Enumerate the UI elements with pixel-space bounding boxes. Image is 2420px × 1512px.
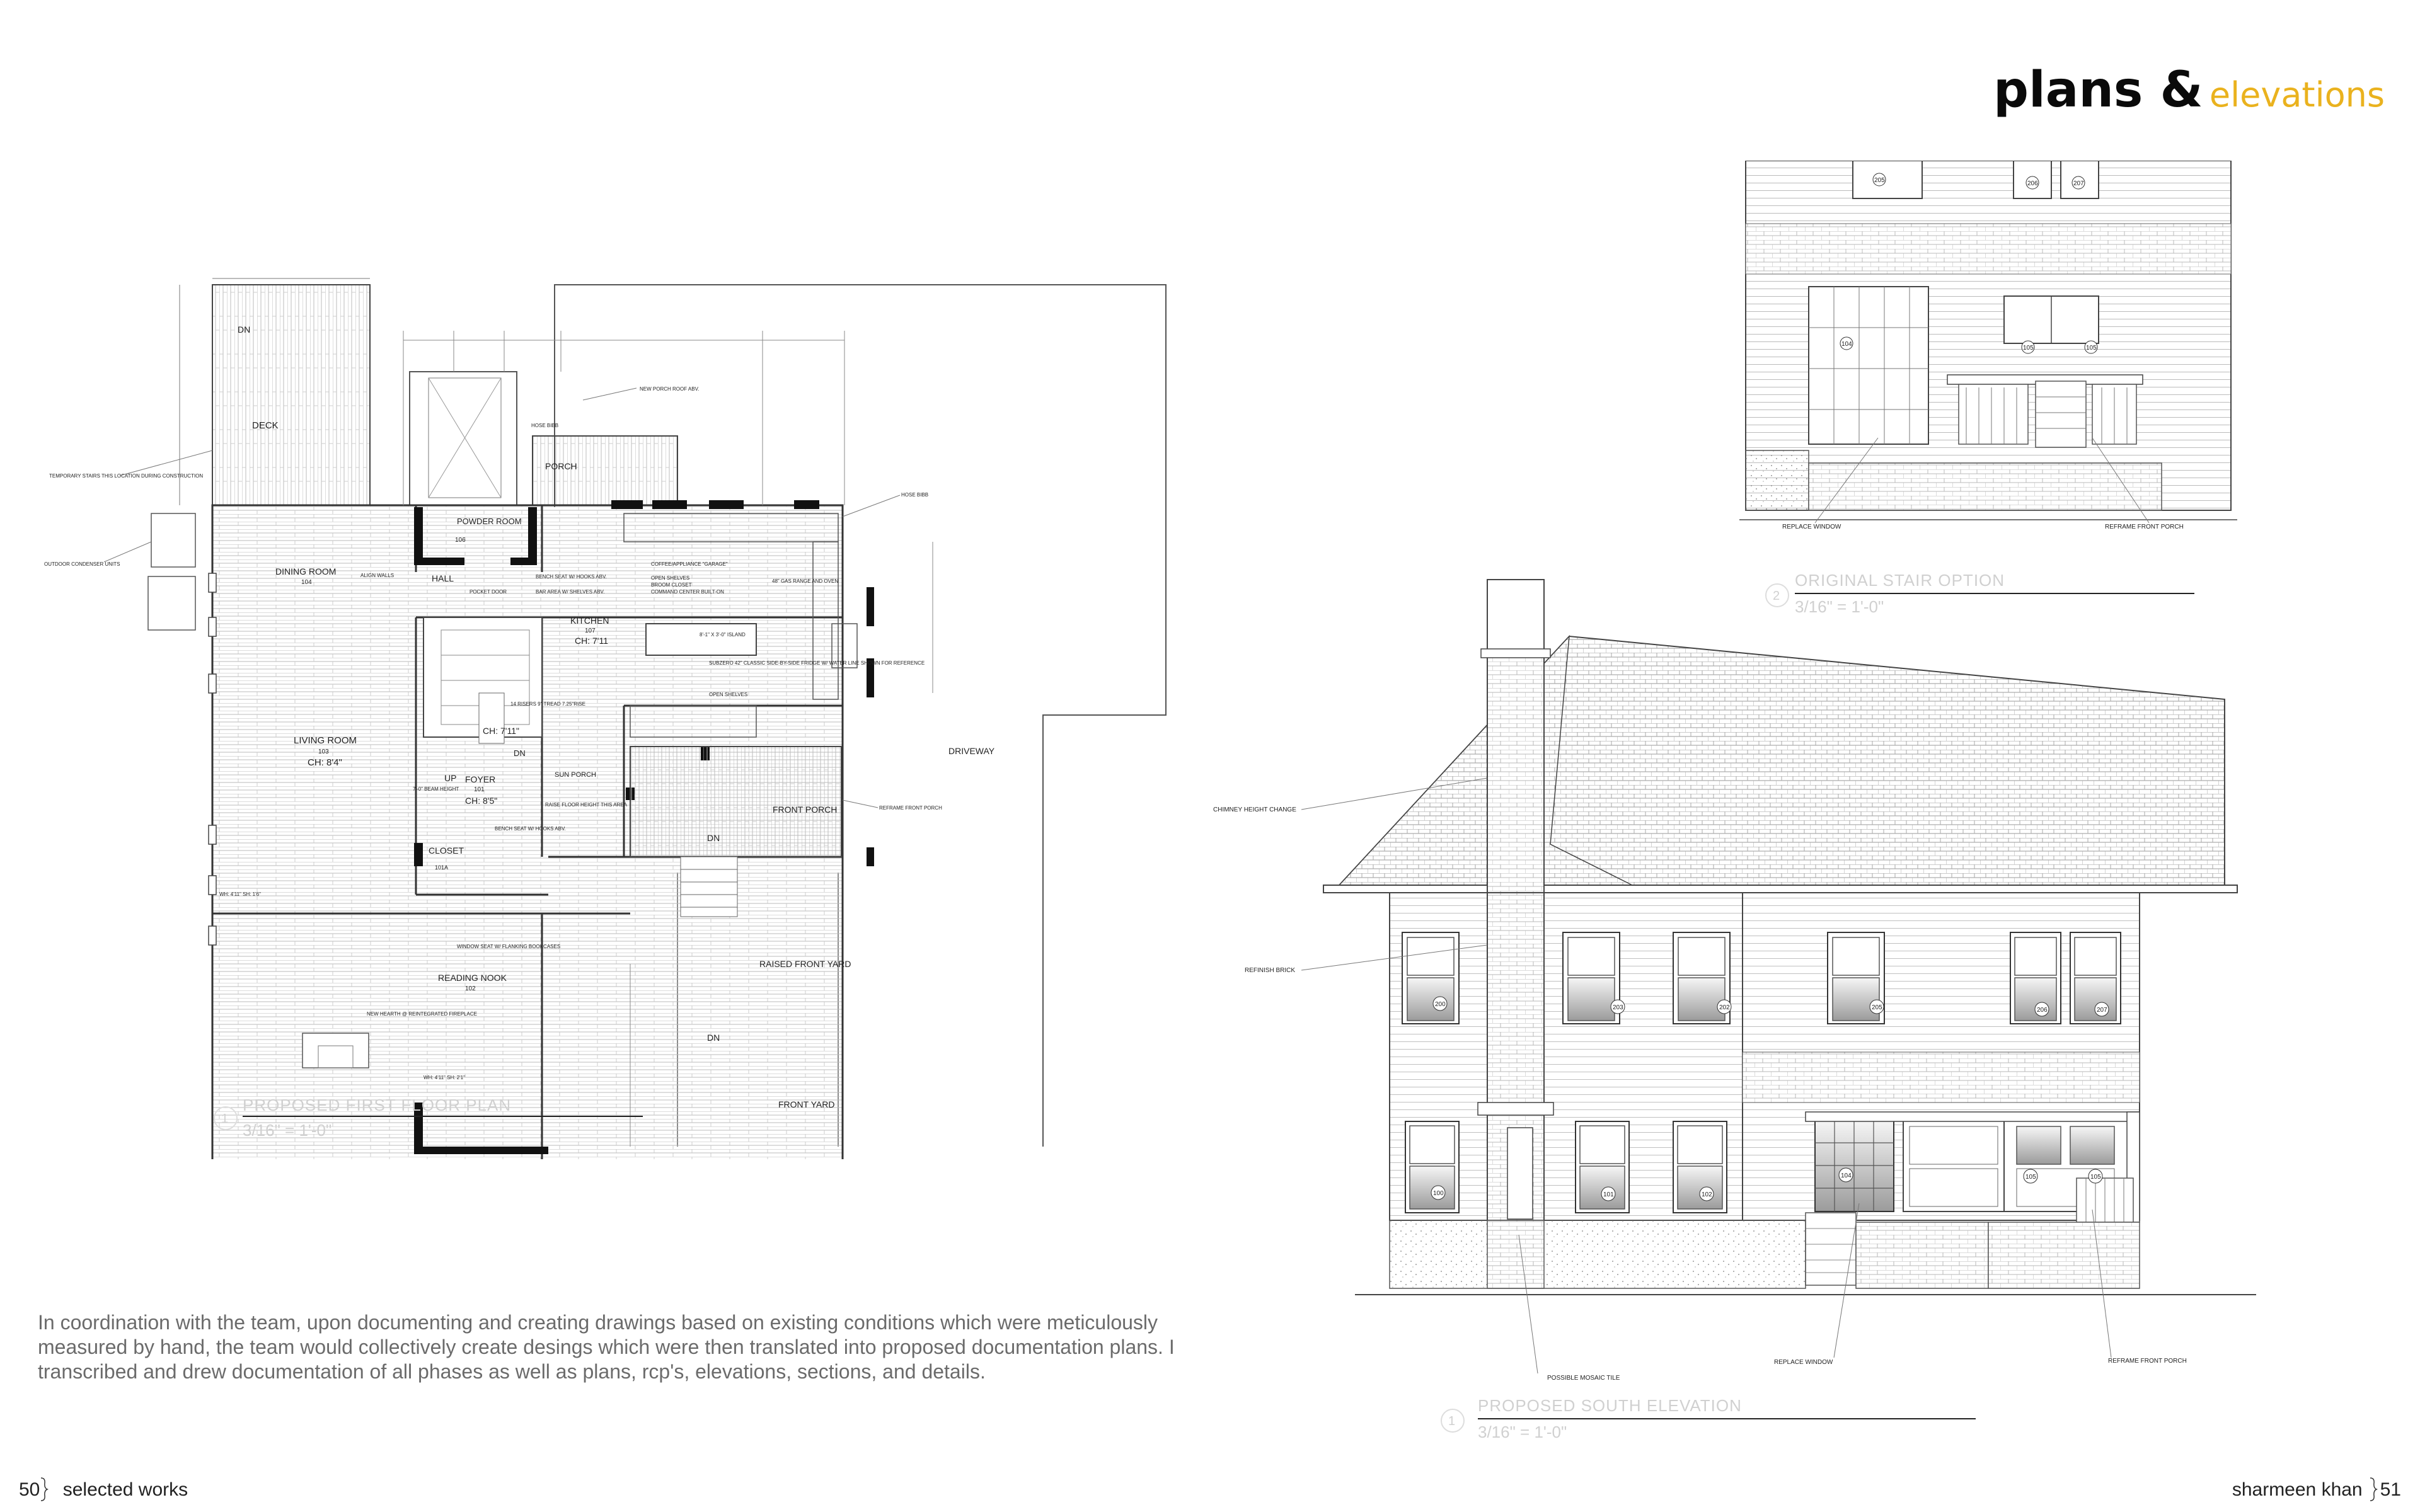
page-title	[1993, 62, 2385, 118]
sun-porch-label: SUN PORCH	[555, 771, 597, 779]
left-page-number: 50	[19, 1479, 40, 1500]
note-open-shelves-1: OPEN SHELVES	[651, 575, 690, 581]
floor-plan-drawing	[0, 265, 1197, 1159]
front-porch-label: FRONT PORCH	[773, 805, 838, 815]
reading-nook-label: READING NOOK	[438, 973, 507, 983]
closet-label: CLOSET	[429, 845, 464, 856]
foyer-ceiling-height: CH: 8'5"	[465, 796, 498, 806]
living-room-ceiling-height: CH: 8'4"	[308, 757, 342, 768]
up-label: UP	[444, 773, 457, 783]
elev-window-tag-104: 104	[1841, 1172, 1852, 1179]
porch-label: PORCH	[545, 461, 577, 471]
driveway-label: DRIVEWAY	[948, 746, 995, 756]
note-bench-seat-2: BENCH SEAT W/ HOOKS ABV.	[495, 826, 566, 832]
note-align-walls: ALIGN WALLS	[360, 573, 395, 578]
note-bar-area: BAR AREA W/ SHELVES ABV.	[536, 589, 605, 595]
stair-window-tag-207: 207	[2073, 180, 2084, 187]
reading-nook-number: 102	[465, 985, 476, 992]
stair-window-tag-205: 205	[1874, 177, 1885, 184]
footer-left	[19, 1477, 188, 1502]
front-yard-label: FRONT YARD	[778, 1099, 835, 1109]
brace-icon	[2369, 1477, 2378, 1502]
elev-window-tag-203: 203	[1613, 1004, 1623, 1011]
note-pocket-door: POCKET DOOR	[470, 589, 507, 595]
elev-window-tag-206: 206	[2037, 1007, 2048, 1014]
note-new-porch-roof: NEW PORCH ROOF ABV.	[640, 386, 700, 392]
kitchen-ceiling-height: CH: 7'11	[575, 636, 608, 646]
title-strong: plans &	[1993, 62, 2203, 118]
stair-window-tag-105b: 105	[2086, 345, 2097, 352]
footer-right	[2232, 1477, 2401, 1502]
elev-window-tag-105b: 105	[2090, 1174, 2101, 1181]
south-elevation-drawing	[1197, 573, 2269, 1455]
stair-option-scale: 3/16" = 1'-0"	[1795, 597, 1884, 616]
powder-room-label: POWDER ROOM	[457, 517, 522, 526]
title-light: elevations	[2209, 75, 2385, 115]
stair-dn-label: DN	[514, 748, 526, 758]
living-room-label: LIVING ROOM	[294, 735, 357, 746]
deck-label: DECK	[252, 420, 279, 431]
powder-room-number: 106	[455, 537, 466, 544]
project-description: In coordination with the team, upon documenting and creating drawings based on existing conditions which were meticulously measured by hand, the team would collectively create desings which were then translated into proposed documentation plans. I transcribed and drew documentation of all phases as well as plans, rcp's, elevations, sections, and details.	[38, 1311, 1175, 1383]
elev-window-tag-105a: 105	[2025, 1174, 2036, 1181]
note-bench-seat-1: BENCH SEAT W/ HOOKS ABV.	[536, 574, 607, 580]
south-elevation-title: PROPOSED SOUTH ELEVATION	[1478, 1396, 1742, 1415]
note-window-seat: WINDOW SEAT W/ FLANKING BOOKCASES	[457, 944, 561, 949]
note-broom-closet: BROOM CLOSET	[651, 582, 692, 588]
note-wh-1: WH: 4'11" SH: 1'6"	[219, 891, 261, 897]
elev-window-tag-101: 101	[1603, 1191, 1614, 1198]
note-outdoor-condenser: OUTDOOR CONDENSER UNITS	[44, 561, 120, 567]
floor-plan-title: PROPOSED FIRST FLOOR PLAN	[243, 1096, 512, 1114]
note-reframe-front-porch: REFRAME FRONT PORCH	[879, 805, 942, 811]
note-wh-2: WH: 4'11" SH: 2'1"	[424, 1075, 465, 1080]
foyer-label: FOYER	[465, 774, 496, 784]
elev-note-replace-window: REPLACE WINDOW	[1774, 1359, 1833, 1366]
yard-dn-label: DN	[707, 1033, 720, 1043]
stair-note-reframe-porch: REFRAME FRONT PORCH	[2105, 524, 2184, 530]
stair-window-tag-206: 206	[2027, 180, 2038, 187]
south-elevation-scale: 3/16" = 1'-0"	[1478, 1423, 1567, 1441]
floor-plan-number: 1	[221, 1112, 229, 1126]
note-command-center: COMMAND CENTER BUILT-ON	[651, 589, 724, 595]
elev-note-reframe-porch: REFRAME FRONT PORCH	[2108, 1358, 2187, 1365]
left-section-label: selected works	[62, 1479, 188, 1500]
dining-room-number: 104	[301, 579, 312, 586]
stair-ceiling-height: CH: 7'11"	[483, 726, 519, 736]
note-raise-floor: RAISE FLOOR HEIGHT THIS AREA	[545, 802, 627, 808]
stair-option-number: 2	[1773, 589, 1780, 603]
kitchen-number: 107	[585, 627, 596, 634]
foyer-number: 101	[474, 786, 485, 793]
elev-window-tag-200: 200	[1435, 1001, 1446, 1008]
note-island: 8'-1" X 3'-0" ISLAND	[700, 632, 746, 638]
elev-note-refinish-brick: REFINISH BRICK	[1245, 967, 1296, 974]
elev-window-tag-102: 102	[1702, 1191, 1712, 1198]
hall-label: HALL	[432, 573, 454, 583]
stair-window-tag-105a: 105	[2023, 345, 2034, 352]
note-gas-range: 48" GAS RANGE AND OVEN	[772, 578, 839, 584]
note-new-hearth: NEW HEARTH @ REINTEGRATED FIREPLACE	[367, 1011, 477, 1017]
stair-option-title: ORIGINAL STAIR OPTION	[1795, 571, 2005, 590]
brace-icon	[40, 1477, 49, 1502]
stair-option-drawing	[1739, 161, 2244, 627]
south-elevation-number: 1	[1448, 1414, 1456, 1428]
stair-note-replace-window: REPLACE WINDOW	[1782, 524, 1841, 530]
note-hose-bibb-2: HOSE BIBB	[901, 492, 929, 498]
closet-number: 101A	[435, 864, 449, 871]
note-beam-height: 7'-0" BEAM HEIGHT	[413, 786, 459, 792]
note-temporary-stairs: TEMPORARY STAIRS THIS LOCATION DURING CONSTRUCTION	[49, 473, 204, 479]
elev-window-tag-100: 100	[1433, 1190, 1444, 1197]
right-author-label: sharmeen khan	[2232, 1479, 2363, 1500]
note-subzero: SUBZERO 42" CLASSIC SIDE-BY-SIDE FRIDGE W/ WATER LINE SHOWN FOR REFERENCE	[709, 660, 925, 666]
dining-room-label: DINING ROOM	[275, 566, 337, 576]
note-coffee-appliance: COFFEE/APPLIANCE "GARAGE"	[651, 561, 728, 567]
elev-window-tag-202: 202	[1719, 1004, 1730, 1011]
living-room-number: 103	[318, 748, 329, 755]
note-stair-risers: 14 RISERS 9" TREAD 7.25"RISE	[510, 701, 585, 707]
raised-front-yard-label: RAISED FRONT YARD	[759, 959, 851, 969]
elev-window-tag-205: 205	[1872, 1004, 1882, 1011]
note-hose-bibb-1: HOSE BIBB	[531, 423, 559, 428]
elev-window-tag-207: 207	[2097, 1007, 2107, 1014]
front-porch-dn-label: DN	[707, 833, 720, 843]
stair-window-tag-104: 104	[1841, 341, 1852, 348]
kitchen-label: KITCHEN	[570, 616, 609, 626]
deck-dn-label: DN	[238, 324, 251, 335]
note-open-shelves-2: OPEN SHELVES	[709, 692, 748, 697]
elev-note-chimney-height: CHIMNEY HEIGHT CHANGE	[1213, 806, 1296, 813]
floor-plan-scale: 3/16" = 1'-0"	[243, 1121, 332, 1140]
elev-note-mosaic-tile: POSSIBLE MOSAIC TILE	[1547, 1375, 1620, 1382]
right-page-number: 51	[2380, 1479, 2401, 1500]
